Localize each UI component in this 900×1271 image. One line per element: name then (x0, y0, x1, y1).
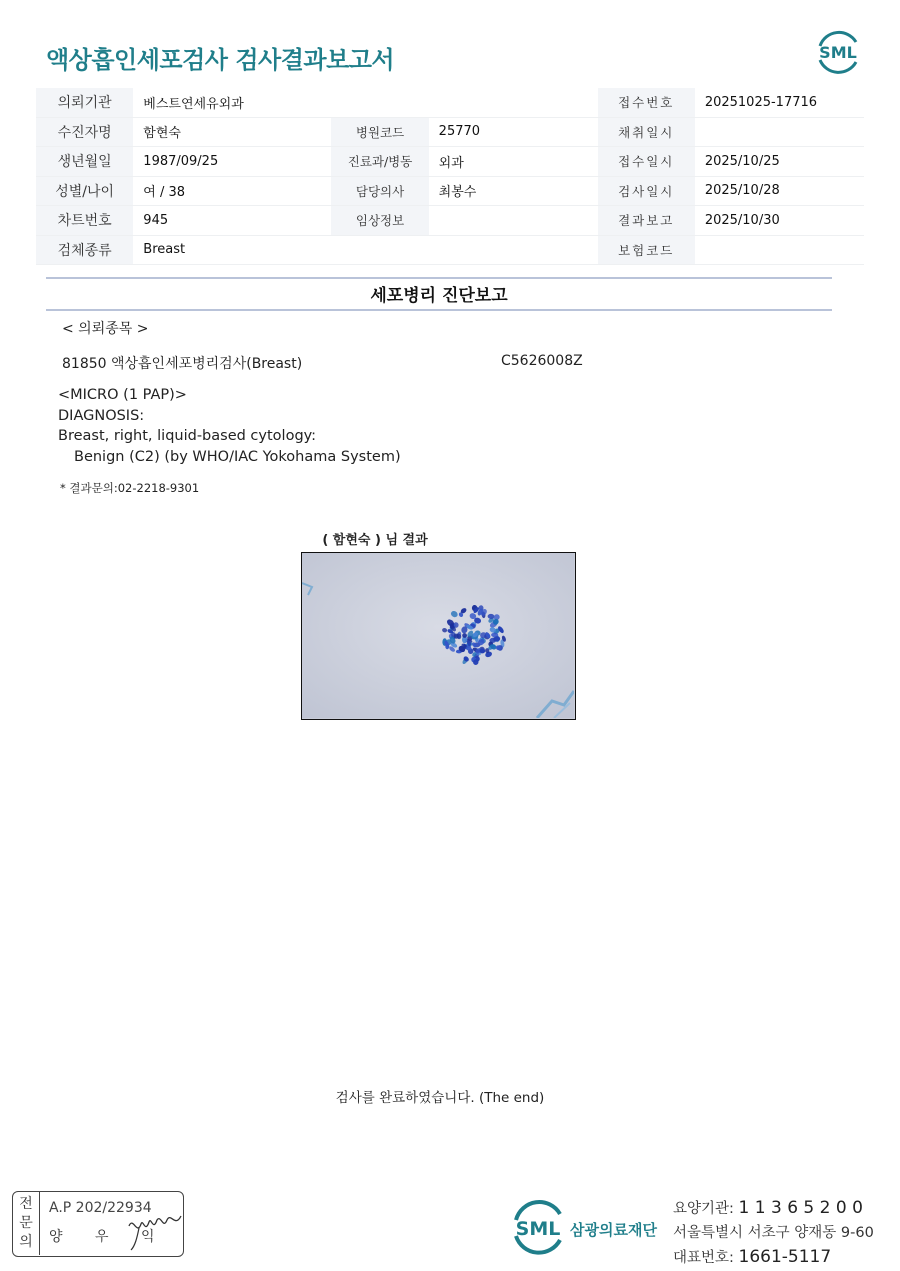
field-label (331, 235, 428, 265)
field-label: 검체종류 (36, 235, 133, 265)
field-label: 성별/나이 (36, 176, 133, 206)
field-value: Breast (133, 235, 331, 265)
info-row (36, 88, 864, 117)
field-label: 결과보고 (598, 206, 695, 236)
section-rule-top (46, 277, 832, 279)
field-value: 함현숙 (133, 117, 331, 147)
report-title: 액상흡인세포검사 검사결과보고서 (46, 46, 395, 74)
request-item: 81850 액상흡인세포병리검사(Breast) (62, 356, 303, 372)
field-label: 접수일시 (598, 147, 695, 177)
field-value (429, 88, 598, 117)
info-row (36, 147, 864, 177)
patient-info-table (36, 88, 864, 265)
info-row (36, 206, 864, 236)
field-value (429, 206, 598, 236)
sml-footer-logo (508, 1198, 568, 1256)
report-line: Benign (C2) (by WHO/IAC Yokohama System) (74, 448, 401, 465)
signature-scribble (125, 1206, 185, 1252)
result-caption: ( 함현숙 ) 님 결과 (322, 533, 428, 548)
sml-footer-logo-text: SML (515, 1218, 561, 1240)
phone-label: 대표번호: (673, 1250, 734, 1266)
field-label (331, 88, 428, 117)
field-value: 20251025-17716 (695, 88, 864, 117)
field-label: 차트번호 (36, 206, 133, 236)
section-title: 세포병리 진단보고 (370, 286, 508, 306)
section-rule-bottom (46, 309, 832, 311)
pathologist-name: 양 우 익 (49, 1229, 169, 1245)
field-label: 접수번호 (598, 88, 695, 117)
field-value (429, 235, 598, 265)
sml-logo (812, 28, 864, 76)
info-row (36, 176, 864, 206)
pathologist-signature-box (12, 1191, 184, 1257)
field-label: 임상정보 (331, 206, 428, 236)
field-value: 여 / 38 (133, 176, 331, 206)
field-label: 채취일시 (598, 117, 695, 147)
organization-name: 삼광의료재단 (570, 1221, 657, 1239)
address: 서울특별시 서초구 양재동 9-60 (673, 1225, 874, 1241)
field-label: 진료과/병동 (331, 147, 428, 177)
field-value: 1987/09/25 (133, 147, 331, 177)
field-value: 최봉수 (429, 176, 598, 206)
care-code: 1 1 3 6 5 2 0 0 (738, 1198, 863, 1218)
report-line: Breast, right, liquid-based cytology: (58, 428, 317, 444)
info-row (36, 117, 864, 147)
license-number: A.P 202/22934 (49, 1200, 152, 1216)
field-label: 담당의사 (331, 176, 428, 206)
microscopy-image (301, 552, 576, 720)
field-value: 2025/10/30 (695, 206, 864, 236)
sml-logo-text: SML (819, 43, 857, 62)
field-value: 외과 (429, 147, 598, 177)
request-header: < 의뢰종목 > (62, 321, 149, 337)
field-value: 2025/10/28 (695, 176, 864, 206)
field-value: 베스트연세유외과 (133, 88, 331, 117)
field-label: 보험코드 (598, 235, 695, 265)
field-value: 25770 (429, 117, 598, 147)
field-value: 2025/10/25 (695, 147, 864, 177)
field-label: 병원코드 (331, 117, 428, 147)
footer-info (673, 1196, 874, 1270)
request-code: C5626008Z (501, 353, 583, 369)
field-value (695, 117, 864, 147)
field-label: 검사일시 (598, 176, 695, 206)
report-line: <MICRO (1 PAP)> (58, 387, 187, 403)
report-line: DIAGNOSIS: (58, 407, 145, 424)
field-value (695, 235, 864, 265)
field-label: 생년월일 (36, 147, 133, 177)
care-code-label: 요양기관: (673, 1201, 734, 1217)
field-label: 수진자명 (36, 117, 133, 147)
specialist-label: 전 문 의 (13, 1192, 40, 1255)
field-value: 945 (133, 206, 331, 236)
info-row (36, 235, 864, 265)
phone-number: 1661-5117 (738, 1247, 832, 1267)
inquiry-phone: * 결과문의:02-2218-9301 (60, 481, 200, 495)
field-label: 의뢰기관 (36, 88, 133, 117)
end-note: 검사를 완료하였습니다. (The end) (335, 1090, 545, 1106)
diagnosis-report (58, 385, 401, 467)
